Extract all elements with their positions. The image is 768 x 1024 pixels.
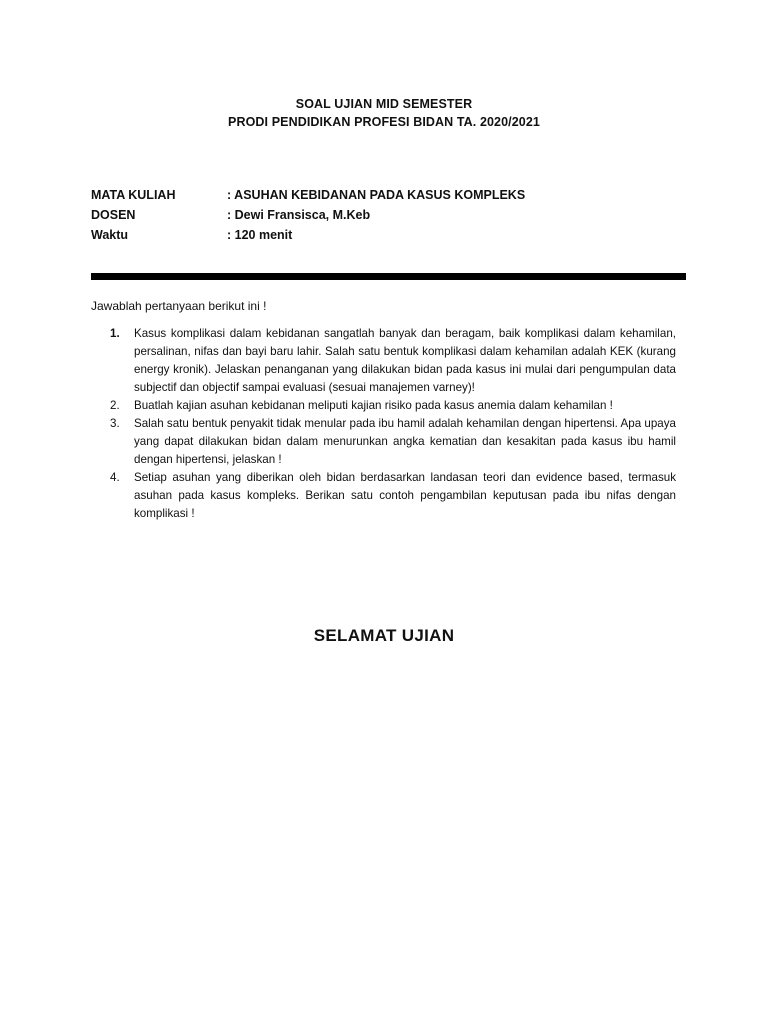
info-value-course: : ASUHAN KEBIDANAN PADA KASUS KOMPLEKS (227, 188, 526, 202)
info-label-lecturer: DOSEN (91, 208, 136, 222)
question-number: 4. (110, 471, 120, 484)
info-row-lecturer (91, 205, 525, 225)
exam-info (91, 185, 525, 245)
divider-rule (91, 273, 686, 280)
question-text: Setiap asuhan yang diberikan oleh bidan berdasarkan landasan teori dan evidence based, termasuk asuhan pada kasus kompleks. Berikan satu contoh pengambilan keputusan pada ibu nifas dengan komplikasi ! (134, 471, 676, 520)
info-row-time (91, 225, 525, 245)
info-row-course (91, 185, 525, 205)
question-item (110, 415, 676, 469)
instruction-text: Jawablah pertanyaan berikut ini ! (91, 299, 267, 313)
closing-text: SELAMAT UJIAN (313, 626, 455, 645)
question-number: 1. (110, 327, 120, 340)
info-label-course: MATA KULIAH (91, 188, 176, 202)
question-text: Salah satu bentuk penyakit tidak menular pada ibu hamil adalah kehamilan dengan hipertensi. Apa upaya yang dapat dilakukan bidan dalam menurunkan angka kematian dan kesakitan pada kasus ibu hamil dengan hipertensi, jelaskan ! (134, 417, 676, 466)
question-text: Kasus komplikasi dalam kebidanan sangatlah banyak dan beragam, baik komplikasi dalam kehamilan, persalinan, nifas dan bayi baru lahir. Salah satu bentuk komplikasi dalam kehamilan adalah KEK (kurang energy kronik). Jelaskan penanganan yang dilakukan bidan pada kasus ini mulai dari pengumpulan data subjectif dan objectif sampai evaluasi (sesuai manajemen varney)! (134, 327, 676, 394)
question-list (110, 325, 676, 523)
question-text: Buatlah kajian asuhan kebidanan meliputi kajian risiko pada kasus anemia dalam kehamilan ! (134, 399, 613, 412)
question-number: 3. (110, 417, 120, 430)
info-label-time: Waktu (91, 228, 129, 242)
info-value-lecturer: : Dewi Fransisca, M.Keb (227, 208, 371, 222)
exam-title-line-1: SOAL UJIAN MID SEMESTER (295, 97, 473, 111)
exam-title-line-2: PRODI PENDIDIKAN PROFESI BIDAN TA. 2020/2021 (228, 115, 540, 129)
question-item (110, 469, 676, 523)
info-value-time: : 120 menit (227, 228, 293, 242)
question-item (110, 397, 676, 415)
exam-title (0, 95, 768, 131)
question-item (110, 325, 676, 397)
question-number: 2. (110, 399, 120, 412)
